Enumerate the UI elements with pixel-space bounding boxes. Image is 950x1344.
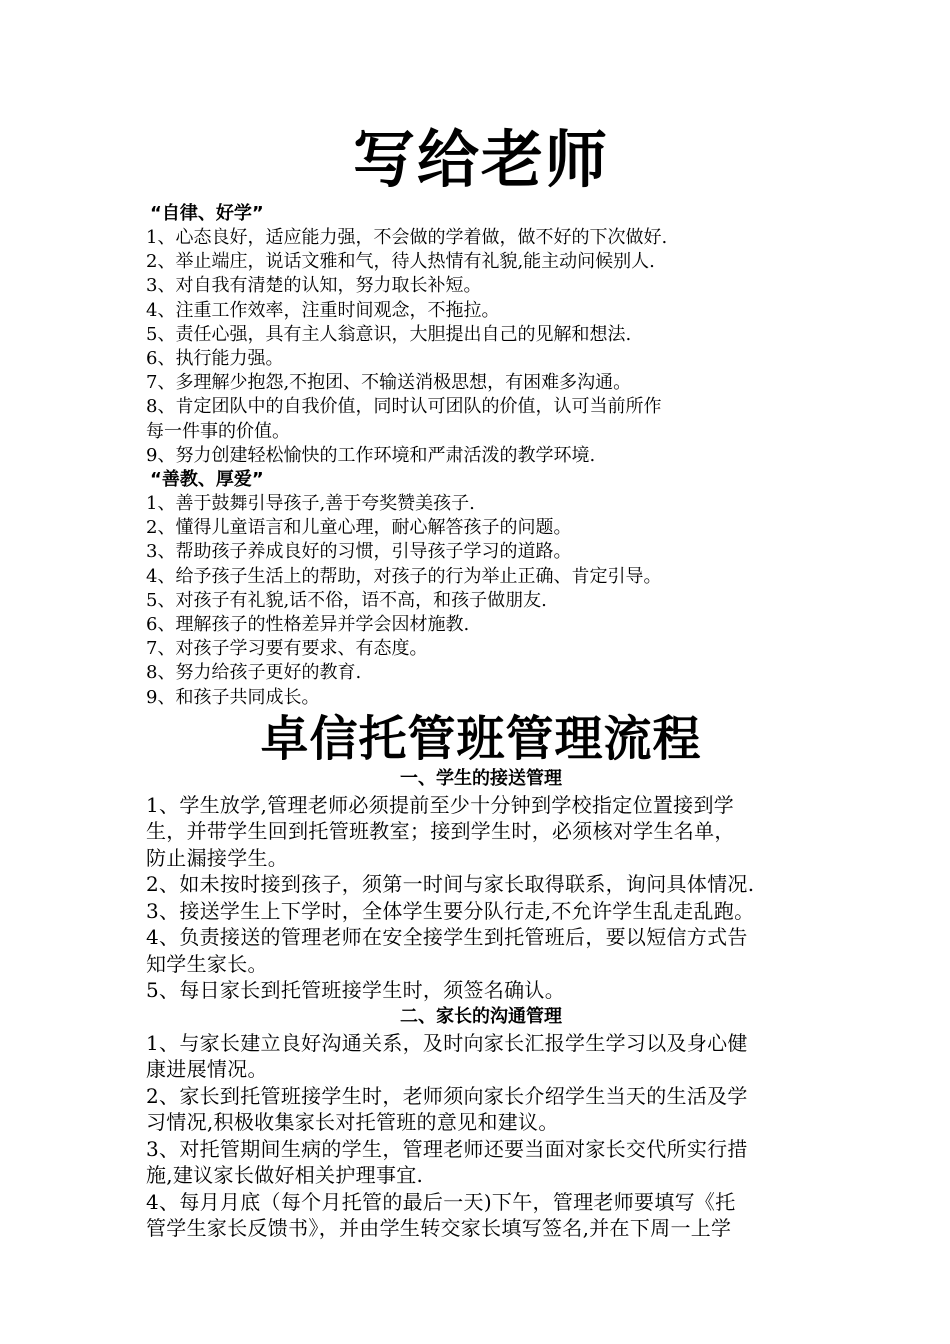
title-process: 卓信托管班管理流程 <box>260 710 702 767</box>
list-item: 7、对孩子学习要有要求、有态度。 <box>146 638 428 660</box>
paragraph-line: 管学生家长反馈书》，并由学生转交家长填写签名,并在下周一上学 <box>146 1216 732 1241</box>
paragraph-line: 2、家长到托管班接学生时，老师须向家长介绍学生当天的生活及学 <box>146 1083 748 1108</box>
paragraph-line: 5、每日家长到托管班接学生时，须签名确认。 <box>146 978 566 1003</box>
list-item: 3、帮助孩子养成良好的习惯，引导孩子学习的道路。 <box>146 541 572 563</box>
list-item: 4、注重工作效率，注重时间观念，不拖拉。 <box>146 299 500 321</box>
section1-body <box>146 792 816 1004</box>
paragraph-line: 2、如未按时接到孩子，须第一时间与家长取得联系，询问具体情况. <box>146 872 755 897</box>
title-teacher: 写给老师 <box>352 123 609 196</box>
list-item: 6、执行能力强。 <box>146 348 284 370</box>
list-item: 9、和孩子共同成长。 <box>146 686 320 708</box>
paragraph-line: 3、接送学生上下学时，全体学生要分队行走,不允许学生乱走乱跑。 <box>146 898 755 923</box>
document-page <box>146 120 816 1242</box>
list-item: 3、对自我有清楚的认知，努力取长补短。 <box>146 275 482 297</box>
list-item: 7、多理解少抱怨,不抱团、不输送消极思想，有困难多沟通。 <box>146 372 632 394</box>
section2-heading: 二、家长的沟通管理 <box>400 1005 562 1027</box>
list-item: 2、懂得儿童语言和儿童心理，耐心解答孩子的问题。 <box>146 517 572 539</box>
list-item: 1、善于鼓舞引导孩子,善于夸奖赞美孩子. <box>146 493 475 515</box>
section2-body <box>146 1030 816 1242</box>
list-item: 6、理解孩子的性格差异并学会因材施教. <box>146 614 470 636</box>
list-item: 5、对孩子有礼貌,话不俗，语不高，和孩子做朋友. <box>146 589 547 611</box>
list-item: 5、责任心强，具有主人翁意识，大胆提出自己的见解和想法. <box>146 323 632 345</box>
group1-list <box>146 226 816 468</box>
paragraph-line: 防止漏接学生。 <box>146 845 289 870</box>
list-item: 每一件事的价值。 <box>146 420 290 442</box>
paragraph-line: 4、负责接送的管理老师在安全接学生到托管班后，要以短信方式告 <box>146 925 748 950</box>
paragraph-line: 生，并带学生回到托管班教室；接到学生时，必须核对学生名单， <box>146 819 735 844</box>
list-item: 4、给予孩子生活上的帮助，对孩子的行为举止正确、肯定引导。 <box>146 565 662 587</box>
paragraph-line: 3、对托管期间生病的学生，管理老师还要当面对家长交代所实行措 <box>146 1136 748 1161</box>
list-item: 8、肯定团队中的自我价值，同时认可团队的价值，认可当前所作 <box>146 396 662 418</box>
paragraph-line: 1、与家长建立良好沟通关系，及时向家长汇报学生学习以及身心健 <box>146 1030 748 1055</box>
paragraph-line: 知学生家长。 <box>146 951 268 976</box>
paragraph-line: 1、学生放学,管理老师必须提前至少十分钟到学校指定位置接到学 <box>146 792 735 817</box>
list-item: 8、努力给孩子更好的教育. <box>146 662 362 684</box>
paragraph-line: 施,建议家长做好相关护理事宜. <box>146 1163 424 1188</box>
group1-heading: “自律、好学” <box>150 203 264 224</box>
group2-heading: “善教、厚爱” <box>150 469 264 491</box>
paragraph-line: 习情况,积极收集家长对托管班的意见和建议。 <box>146 1110 559 1135</box>
list-item: 2、举止端庄，说话文雅和气，待人热情有礼貌,能主动问候别人. <box>146 251 655 273</box>
group2-list <box>146 492 816 710</box>
list-item: 1、心态良好，适应能力强，不会做的学着做，做不好的下次做好. <box>146 227 668 248</box>
paragraph-line: 4、每月月底（每个月托管的最后一天)下午，管理老师要填写《托 <box>146 1189 736 1214</box>
section1-heading: 一、学生的接送管理 <box>400 767 562 789</box>
list-item: 9、努力创建轻松愉快的工作环境和严肃活泼的教学环境. <box>146 444 596 466</box>
paragraph-line: 康进展情况。 <box>146 1057 268 1082</box>
